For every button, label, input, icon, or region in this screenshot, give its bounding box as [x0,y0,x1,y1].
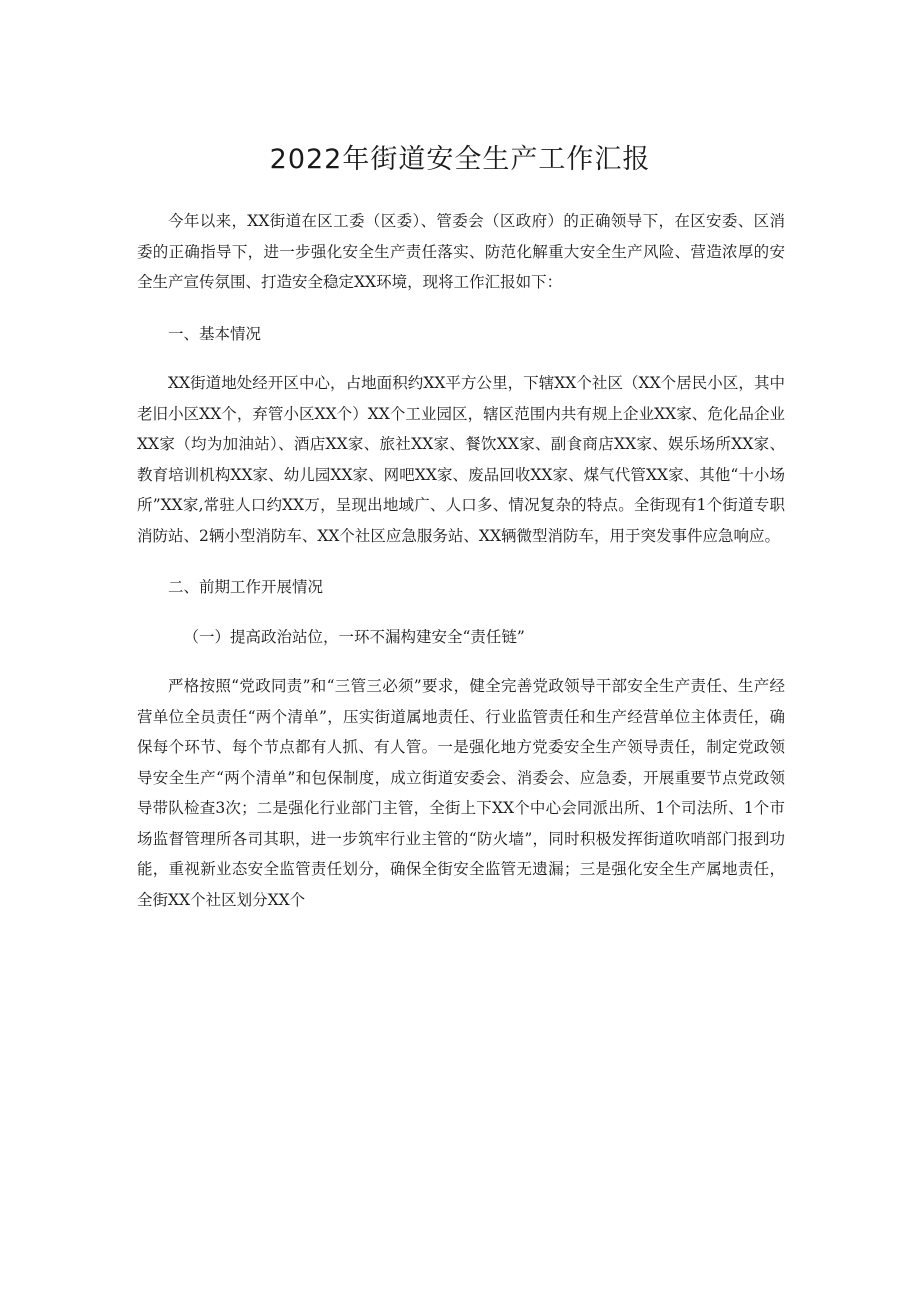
section-heading-work-progress: 二、前期工作开展情况 [168,578,324,596]
section-heading-basic-situation: 一、基本情况 [168,324,262,343]
document-title: 2022年街道安全生产工作汇报 [269,144,651,175]
basic-situation-paragraph: XX街道地处经开区中心，占地面积约XX平方公里，下辖XX个社区（XX个居民小区，其中老旧小区XX个，弃管小区XX个）XX个工业园区，辖区范围内共有规上企业XX家、危化品企业XX家（均为加油站）、酒店XX家、旅社XX家、餐饮XX家、副食商店XX家、娱乐场所XX家、教育培训机构XX家、幼儿园XX家、网吧XX家、废品回收XX家、煤气代管XX家、其他“十小场所”XX家,常驻人口约XX万，呈现出地域广、人口多、情况复杂的特点。全街现有1个街道专职消防站、2辆小型消防车、XX个社区应急服务站、XX辆微型消防车，用于突发事件应急响应。 [137,374,785,545]
subsection-heading-responsibility-chain: （一）提高政治站位，一环不漏构建安全“责任链” [183,627,525,646]
intro-paragraph: 今年以来，XX街道在区工委（区委）、管委会（区政府）的正确领导下，在区安委、区消委的正确指导下，进一步强化安全生产责任落实、防范化解重大安全生产风险、营造浓厚的安全生产宣传氛围、打造安全稳定XX环境，现将工作汇报如下： [137,212,785,291]
responsibility-chain-paragraph: 严格按照“党政同责”和“三管三必须”要求，健全完善党政领导干部安全生产责任、生产经营单位全员责任“两个清单”，压实街道属地责任、行业监管责任和生产经营单位主体责任，确保每个环节、每个节点都有人抓、有人管。一是强化地方党委安全生产领导责任，制定党政领导安全生产“两个清单”和包保制度，成立街道安委会、消委会、应急委，开展重要节点党政领导带队检查3次；二是强化行业部门主管，全街上下XX个中心会同派出所、1个司法所、1个市场监督管理所各司其职，进一步筑牢行业主管的“防火墙”，同时积极发挥街道吹哨部门报到功能，重视新业态安全监管责任划分，确保全街安全监管无遗漏；三是强化安全生产属地责任，全街XX个社区划分XX个 [137,677,785,909]
document-body [137,206,785,915]
